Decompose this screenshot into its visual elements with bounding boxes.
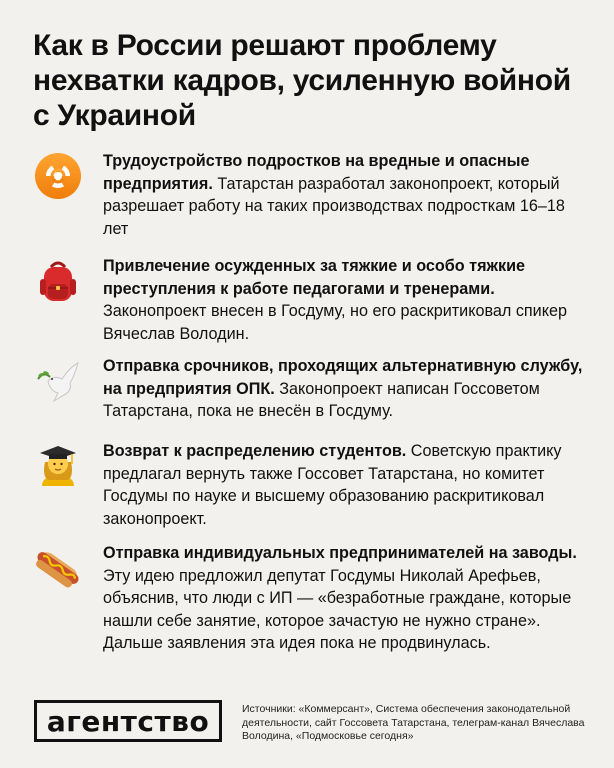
item-text: [103, 542, 593, 655]
list-item: [0, 150, 614, 250]
item-description: Татарстан разработал законопроект, который разрешает работу на таких производствах подросткам 16–18 лет: [103, 174, 565, 238]
radioactive-icon: [34, 152, 82, 200]
item-description: Законопроект написан Госсоветом Татарстана, пока не внесён в Госдуму.: [103, 379, 540, 420]
list-item: [0, 542, 614, 652]
item-description: Эту идею предложил депутат Госдумы Николай Арефьев, объяснив, что люди с ИП — «безработные граждане, которые нашли себе занятие, которое зачастую не нужно стране». Дальше заявления эта идея пока не продвинулась.: [103, 566, 572, 652]
item-heading: Привлечение осужденных за тяжкие и особо тяжкие преступления к работе педагогами и тренерами.: [103, 257, 526, 298]
item-heading: Возврат к распределению студентов.: [103, 442, 407, 460]
hotdog-icon: [34, 544, 82, 592]
student-icon: [34, 442, 82, 490]
item-description: Законопроект внесен в Госдуму, но его раскритиковал спикер Вячеслав Володин.: [103, 302, 567, 343]
item-description: Советскую практику предлагал вернуть также Госсовет Татарстана, но комитет Госдумы по науке и высшему образованию раскритиковал законопроект.: [103, 442, 562, 528]
brand-logo: агентство: [34, 700, 222, 742]
item-text: [103, 355, 593, 423]
item-text: [103, 150, 593, 240]
backpack-icon: [34, 257, 82, 305]
item-text: [103, 440, 593, 530]
item-heading: Отправка срочников, проходящих альтернативную службу, на предприятия ОПК.: [103, 357, 583, 398]
item-text: [103, 255, 593, 345]
sources-note: Источники: «Коммерсант», Система обеспечения законодательной деятельности, сайт Госсовета Татарстана, телеграм-канал Вячеслава Володина, «Подмосковье сегодня»: [242, 703, 585, 742]
list-item: [0, 255, 614, 355]
list-item: [0, 440, 614, 540]
item-heading: Отправка индивидуальных предпринимателей на заводы.: [103, 544, 577, 562]
page-title: Как в России решают проблему нехватки кадров, усиленную войной с Украиной: [33, 29, 571, 132]
dove-icon: [34, 357, 82, 405]
item-heading: Трудоустройство подростков на вредные и опасные предприятия.: [103, 152, 530, 193]
